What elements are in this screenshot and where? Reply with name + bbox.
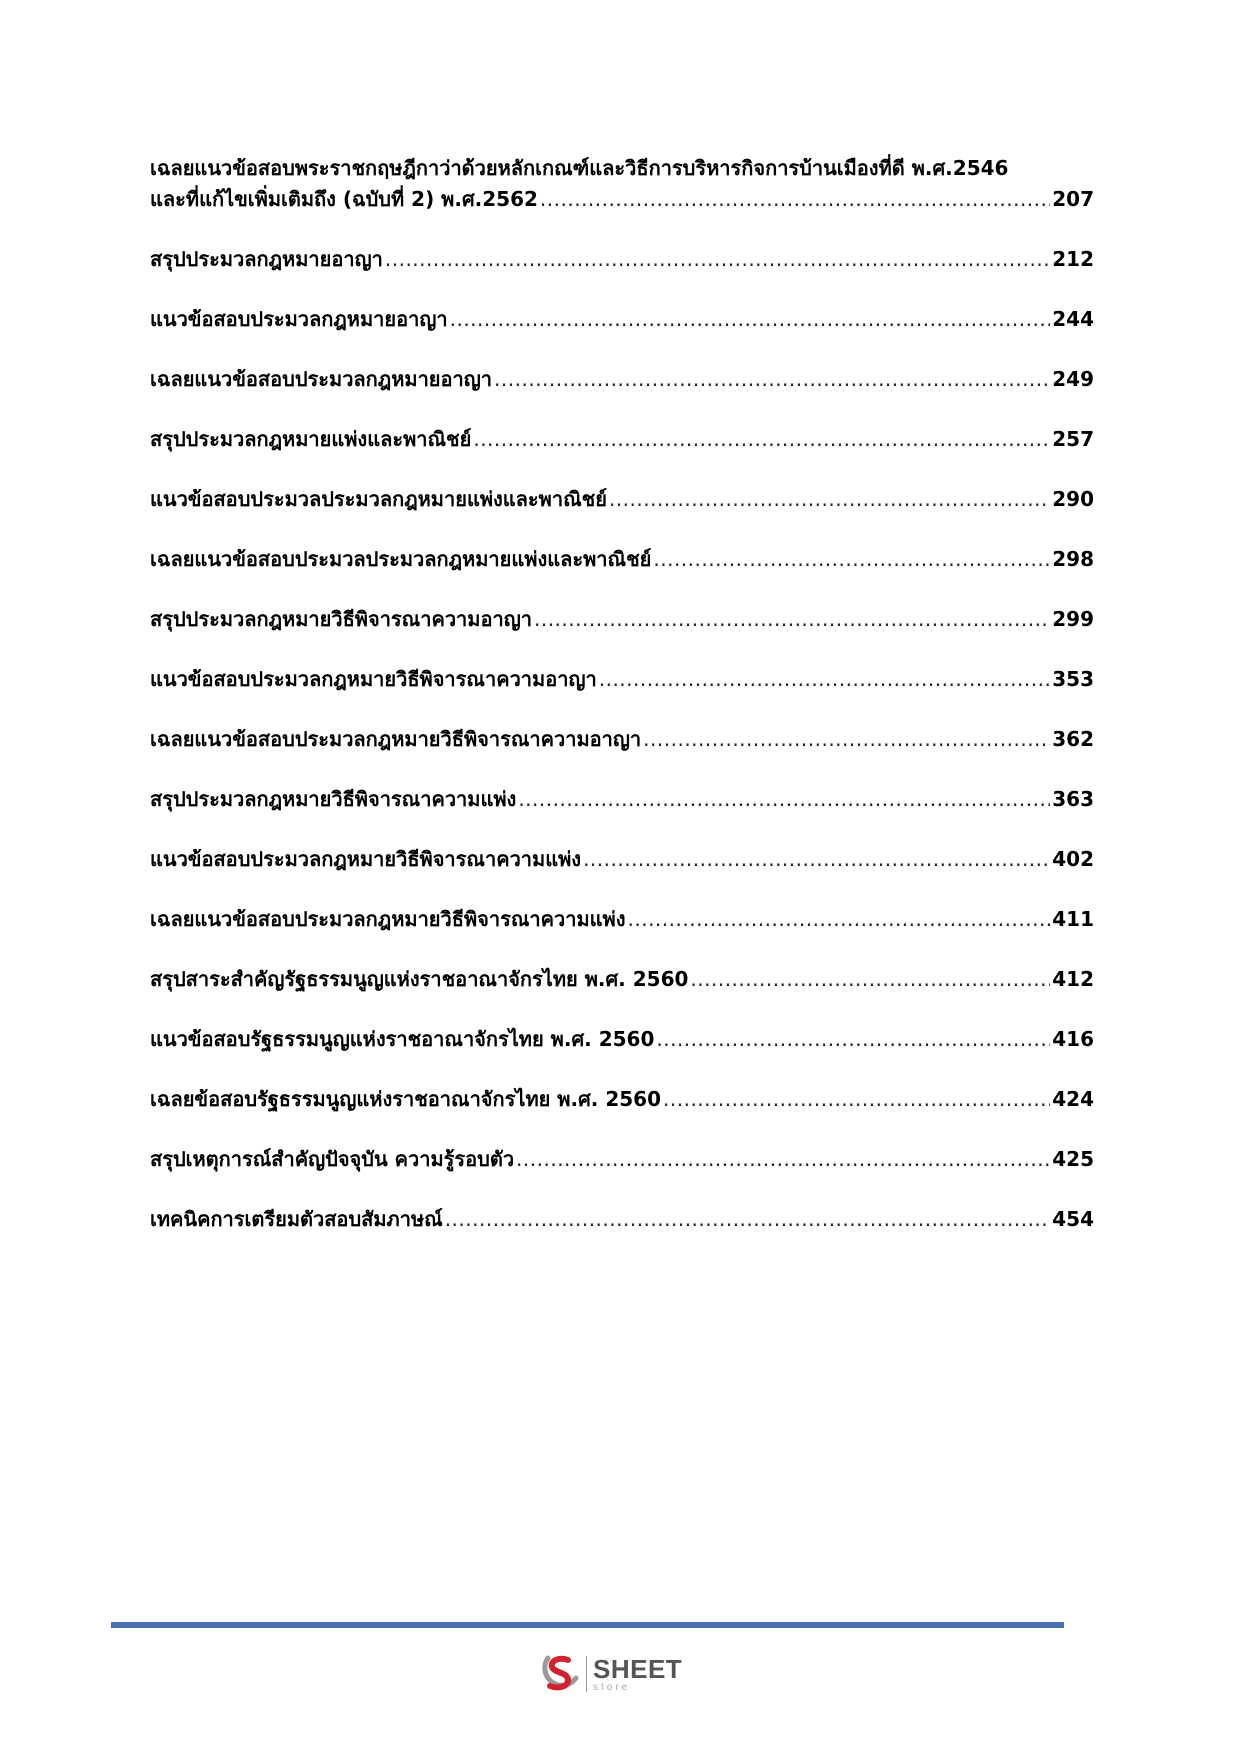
toc-entry-row [150,424,1094,454]
toc-page-number: 412 [1052,967,1094,991]
toc-page-number: 424 [1052,1087,1094,1111]
dot-leader [534,604,1050,634]
toc-entry-row [150,1144,1094,1174]
toc-entry[interactable] [150,664,1094,694]
toc-entry[interactable] [150,784,1094,814]
toc-page-number: 402 [1052,847,1094,871]
toc-page-number: 416 [1052,1027,1094,1051]
toc-entry-title: เฉลยข้อสอบรัฐธรรมนูญแห่งราชอาณาจักรไทย พ.ศ. 2560 [150,1087,662,1111]
toc-list [150,244,1094,1234]
dot-leader [643,724,1050,754]
toc-entry[interactable] [150,1144,1094,1174]
toc-entry-title: สรุปประมวลกฎหมายวิธีพิจารณาความอาญา [150,607,532,631]
dot-leader [518,784,1050,814]
toc-page-number: 363 [1052,787,1094,811]
toc-entry-title: แนวข้อสอบรัฐธรรมนูญแห่งราชอาณาจักรไทย พ.ศ. 2560 [150,1027,655,1051]
toc-page-number: 299 [1052,607,1094,631]
toc-entry[interactable] [150,1084,1094,1114]
dot-leader [628,904,1051,934]
toc-entry-row [150,844,1094,874]
toc-entry-row [150,964,1094,994]
toc-entry[interactable] [150,964,1094,994]
toc-entry-row [150,304,1094,334]
logo-wordmark [593,1653,683,1693]
dot-leader [385,244,1050,274]
toc-entry-row [150,604,1094,634]
toc-entry-row [150,1024,1094,1054]
toc-entry-row [150,184,1094,214]
toc-page-number: 212 [1052,247,1094,271]
toc-entry[interactable] [150,724,1094,754]
toc-page-number: 290 [1052,487,1094,511]
toc-entry-title-line2: และที่แก้ไขเพิ่มเติมถึง (ฉบับที่ 2) พ.ศ.2562 [150,187,538,211]
toc-entry[interactable] [150,1204,1094,1234]
toc-entry-title: สรุปเหตุการณ์สำคัญปัจจุบัน ความรู้รอบตัว [150,1147,515,1171]
toc-entry-row [150,904,1094,934]
toc-entry[interactable] [150,1024,1094,1054]
toc-entry[interactable] [150,364,1094,394]
toc-entry-row [150,244,1094,274]
toc-page-number: 257 [1052,427,1094,451]
toc-entry[interactable] [150,904,1094,934]
toc-entry[interactable] [150,544,1094,574]
toc-entry-title-line1: เฉลยแนวข้อสอบพระราชกฤษฎีกาว่าด้วยหลักเกณฑ์และวิธีการบริหารกิจการบ้านเมืองที่ดี พ.ศ.2546 [150,156,1009,180]
toc-page-number: 249 [1052,367,1094,391]
toc-entry-title: สรุปสาระสำคัญรัฐธรรมนูญแห่งราชอาณาจักรไทย พ.ศ. 2560 [150,967,689,991]
sheet-store-logo [540,1652,682,1696]
dot-leader [473,424,1050,454]
toc-entry-row [150,544,1094,574]
dot-leader [656,1024,1050,1054]
toc-entry-title: สรุปประมวลกฎหมายวิธีพิจารณาความแพ่ง [150,787,517,811]
toc-entry-title: เฉลยแนวข้อสอบประมวลกฎหมายวิธีพิจารณาความอาญา [150,727,642,751]
toc-entry[interactable] [150,152,1094,214]
toc-entry-title: เทคนิคการเตรียมตัวสอบสัมภาษณ์ [150,1207,443,1231]
toc-entry-title: แนวข้อสอบประมวลประมวลกฎหมายแพ่งและพาณิชย์ [150,487,607,511]
dot-leader [494,364,1050,394]
toc-entry[interactable] [150,844,1094,874]
dot-leader [540,184,1050,214]
dot-leader [599,664,1051,694]
toc-page-number: 362 [1052,727,1094,751]
toc-page-number: 454 [1052,1207,1094,1231]
toc-entry-title: แนวข้อสอบประมวลกฎหมายวิธีพิจารณาความแพ่ง [150,847,582,871]
logo-word: SHEET [593,1653,683,1684]
toc-page-number: 298 [1052,547,1094,571]
dot-leader [445,1204,1051,1234]
toc-entry-row [150,364,1094,394]
toc-page-number: 353 [1052,667,1094,691]
dot-leader [690,964,1050,994]
toc-entry-row [150,1084,1094,1114]
toc-page-number: 207 [1052,187,1094,211]
footer-divider [111,1622,1064,1628]
table-of-contents [150,152,1094,1264]
dot-leader [583,844,1050,874]
dot-leader [663,1084,1050,1114]
dot-leader [653,544,1050,574]
toc-page-number: 244 [1052,307,1094,331]
toc-entry-row [150,1204,1094,1234]
dot-leader [450,304,1051,334]
sheet-store-logo-icon [540,1652,580,1696]
dot-leader [609,484,1050,514]
toc-entry-title: เฉลยแนวข้อสอบประมวลกฎหมายอาญา [150,367,493,391]
logo-subword: store [593,1681,631,1693]
toc-entry-title: เฉลยแนวข้อสอบประมวลกฎหมายวิธีพิจารณาความแพ่ง [150,907,626,931]
logo-separator [586,1656,587,1692]
dot-leader [516,1144,1050,1174]
toc-entry[interactable] [150,304,1094,334]
toc-entry-title: แนวข้อสอบประมวลกฎหมายวิธีพิจารณาความอาญา [150,667,597,691]
toc-entry-row [150,664,1094,694]
toc-entry-title: สรุปประมวลกฎหมายอาญา [150,247,383,271]
toc-entry[interactable] [150,484,1094,514]
toc-entry-title: แนวข้อสอบประมวลกฎหมายอาญา [150,307,448,331]
toc-page-number: 411 [1052,907,1094,931]
toc-entry-title: สรุปประมวลกฎหมายแพ่งและพาณิชย์ [150,427,472,451]
toc-page-number: 425 [1052,1147,1094,1171]
toc-entry[interactable] [150,244,1094,274]
toc-entry-row [150,784,1094,814]
toc-entry-title: เฉลยแนวข้อสอบประมวลประมวลกฎหมายแพ่งและพาณิชย์ [150,547,652,571]
toc-entry-row [150,724,1094,754]
toc-entry[interactable] [150,424,1094,454]
toc-entry-row [150,484,1094,514]
toc-entry[interactable] [150,604,1094,634]
